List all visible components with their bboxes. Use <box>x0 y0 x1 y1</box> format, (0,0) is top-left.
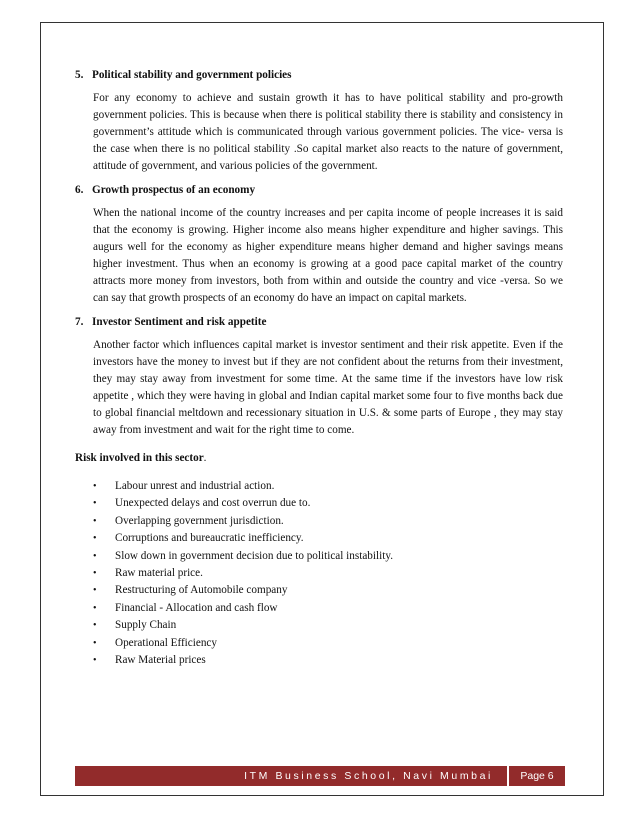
page-footer <box>75 766 565 786</box>
list-item <box>93 565 563 582</box>
section-paragraph: When the national income of the country increases and per capita income of people increases it is said that the economy is growing. Higher income also means higher expenditure and higher savings. This augurs well for the economy as higher expenditure means higher demand and higher savings means higher investment. Thus when an economy is growing at a good pace capital market of the country attracts more money from investors, both from within and outside the country and vice -versa. So we can say that growth prospects of an economy do have an impact on capital markets. <box>93 207 563 304</box>
footer-page-number: Page 6 <box>509 766 565 786</box>
list-item-text: Corruptions and bureaucratic inefficiency. <box>115 532 304 545</box>
section-paragraph: Another factor which influences capital market is investor sentiment and their risk appetite. Even if the investors have the money to invest but if they are not confident about the returns from their investment, they may stay away from investment for some time. At the same time if the investors have low risk appetite , which they were having in global and Indian capital market some four to five months back due to global financial meltdown and recessionary situation in U.S. & some parts of Europe , they may stay away from investment and wait for the right time to come. <box>93 339 563 436</box>
list-item <box>93 548 563 565</box>
bullet-icon: • <box>93 655 97 667</box>
section-heading <box>75 68 563 82</box>
bullet-icon: • <box>93 498 97 510</box>
list-item-text: Labour unrest and industrial action. <box>115 480 275 492</box>
list-item <box>93 635 563 652</box>
section-title: Growth prospectus of an economy <box>92 184 256 196</box>
list-item-text: Raw Material prices <box>115 654 206 667</box>
bullet-icon: • <box>93 585 97 597</box>
list-item-text: Slow down in government decision due to political instability. <box>115 549 393 562</box>
section-title: Investor Sentiment and risk appetite <box>92 316 267 328</box>
risk-heading <box>75 451 563 465</box>
bullet-icon: • <box>93 550 97 562</box>
section-number: 5. <box>75 69 84 81</box>
section-heading <box>75 183 563 197</box>
section-paragraph: For any economy to achieve and sustain growth it has to have political stability and pro-growth government policies. This is because when there is political stability there is stability and consistency in government’s attitude which is communicated through various government policies. The vice- versa is the case when there is no political stability .So capital market also reacts to the nature of government, attitude of government, and various policies of the government. <box>93 92 563 172</box>
section-heading <box>75 315 563 329</box>
bullet-icon: • <box>93 533 97 545</box>
list-item <box>93 478 563 495</box>
document-body <box>75 68 563 669</box>
bullet-icon: • <box>93 568 97 580</box>
section-growth-prospectus <box>75 183 563 307</box>
list-item <box>93 652 563 669</box>
list-item <box>93 495 563 512</box>
list-item-text: Financial - Allocation and cash flow <box>115 601 278 614</box>
bullet-icon: • <box>93 602 97 614</box>
bullet-icon: • <box>93 481 97 492</box>
list-item-text: Supply Chain <box>115 619 177 632</box>
bullet-icon: • <box>93 620 97 632</box>
section-title: Political stability and government policies <box>92 69 292 81</box>
section-political-stability <box>75 68 563 175</box>
bullet-icon: • <box>93 515 97 527</box>
list-item-text: Raw material price. <box>115 567 203 580</box>
risk-heading-period: . <box>203 452 207 464</box>
list-item <box>93 582 563 599</box>
list-item-text: Operational Efficiency <box>115 636 217 649</box>
list-item <box>93 513 563 530</box>
section-number: 7. <box>75 316 84 328</box>
list-item <box>93 617 563 634</box>
list-item-text: Overlapping government jurisdiction. <box>115 514 284 527</box>
section-number: 6. <box>75 184 84 196</box>
list-item-text: Unexpected delays and cost overrun due to. <box>115 497 311 510</box>
list-item-text: Restructuring of Automobile company <box>115 584 288 597</box>
bullet-icon: • <box>93 637 97 649</box>
list-item <box>93 530 563 547</box>
section-investor-sentiment <box>75 315 563 439</box>
list-item <box>93 600 563 617</box>
footer-school-name: ITM Business School, Navi Mumbai <box>75 766 507 786</box>
risk-heading-text: Risk involved in this sector <box>75 452 204 464</box>
risk-list <box>93 478 563 669</box>
